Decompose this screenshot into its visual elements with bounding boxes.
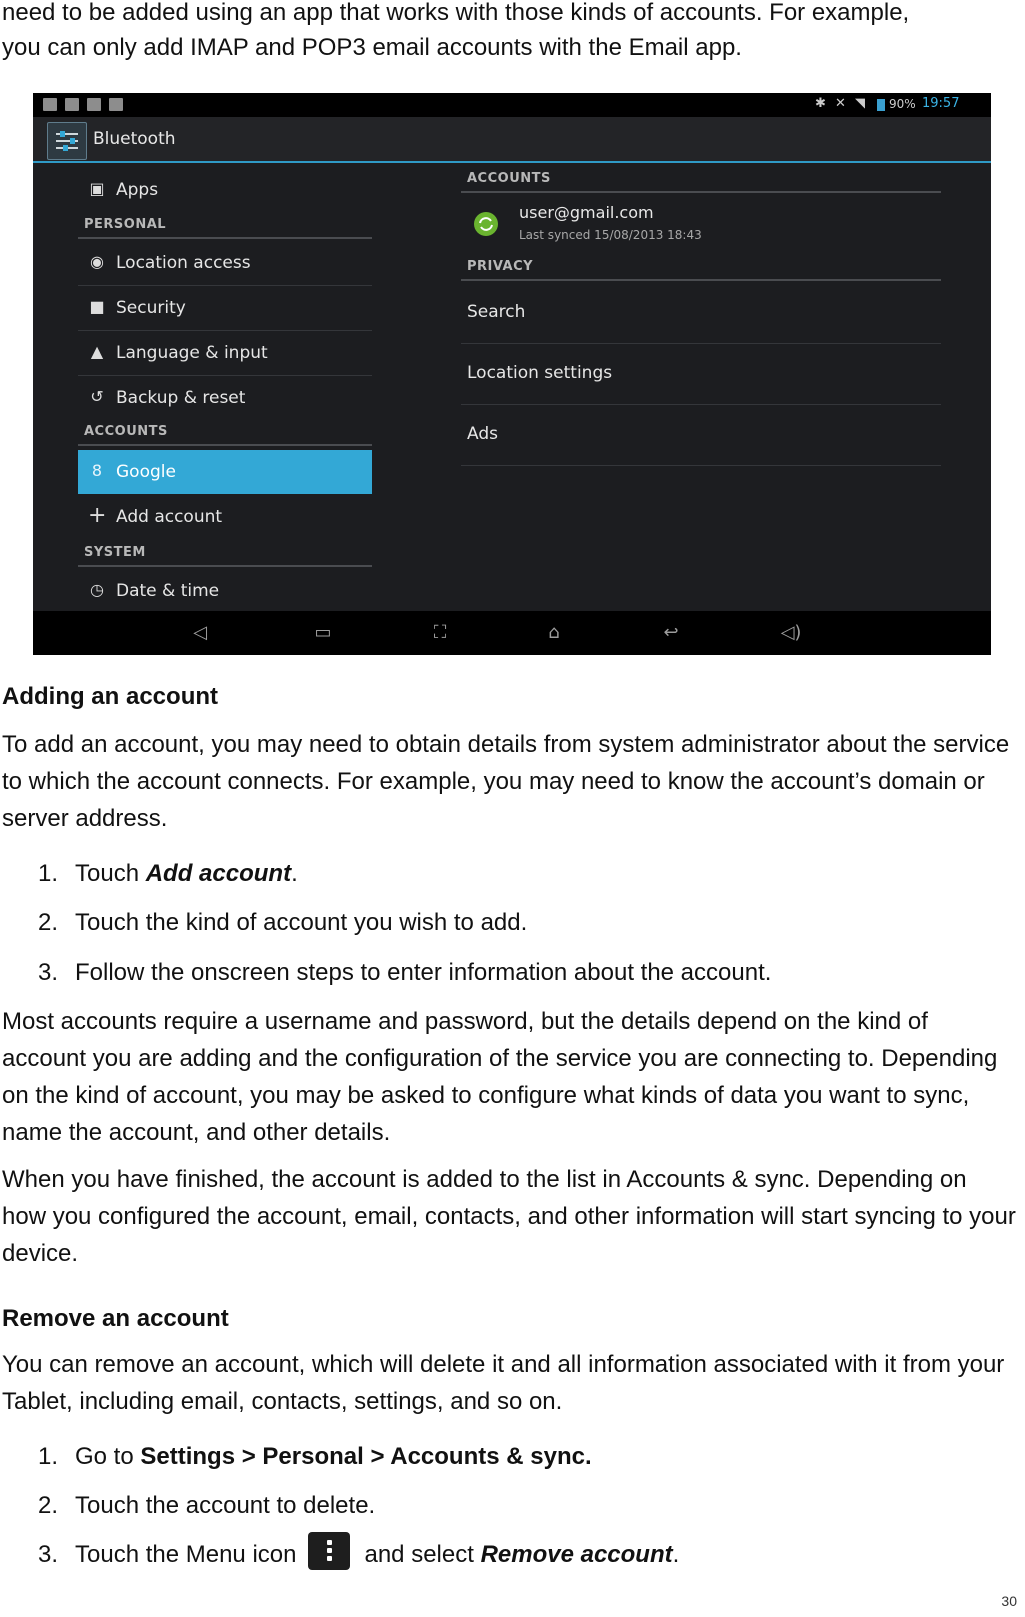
bag-notification-icon: [109, 98, 123, 111]
lock-icon: ■: [89, 297, 105, 316]
intro-line-2: you can only add IMAP and POP3 email accounts with the Email app.: [2, 34, 742, 61]
adding-step-3: 3. Follow the onscreen steps to enter information about the account.: [38, 959, 772, 986]
sync-icon: [473, 211, 499, 237]
settings-item-label: Date & time: [116, 581, 220, 601]
adding-paragraph-3: When you have finished, the account is added to the list in Accounts & sync. Depending on how you configured the account, email, contacts, and other information will start syncing to your device.: [2, 1166, 1016, 1267]
settings-item-apps[interactable]: [78, 168, 372, 212]
settings-app-icon[interactable]: [47, 122, 87, 160]
remove-step-1: 1. Go to Settings > Personal > Accounts & sync.: [38, 1443, 592, 1470]
clock-icon: ◷: [90, 580, 104, 599]
settings-item-google[interactable]: [78, 450, 372, 494]
adding-step-2: 2. Touch the kind of account you wish to add.: [38, 909, 528, 936]
privacy-item-ads[interactable]: [461, 405, 941, 466]
intro-line-1: need to be added using an app that works with those kinds of accounts. For example,: [2, 0, 910, 26]
recent-apps-icon[interactable]: ▭: [314, 622, 332, 643]
account-row[interactable]: [461, 197, 941, 253]
settings-item-label: Google: [116, 462, 176, 482]
back-icon[interactable]: ↩: [663, 622, 679, 643]
wifi-icon: ◥: [855, 96, 865, 111]
volume-down-icon[interactable]: ◁: [193, 622, 207, 643]
volume-up-icon[interactable]: ◁): [780, 622, 802, 643]
settings-item-label: Add account: [116, 507, 223, 527]
privacy-item-search[interactable]: [461, 283, 941, 344]
privacy-item-label: Location settings: [467, 363, 613, 383]
settings-item-label: Location access: [116, 253, 251, 273]
settings-item-language-input[interactable]: [78, 331, 372, 376]
settings-item-label: Apps: [116, 180, 159, 200]
adding-heading: Adding an account: [2, 683, 218, 710]
bluetooth-icon: ✱: [815, 96, 826, 111]
image-notification-icon: [65, 98, 79, 111]
settings-item-security[interactable]: [78, 286, 372, 331]
menu-icon: [308, 1532, 350, 1570]
account-email: user@gmail.com: [519, 203, 654, 222]
settings-item-add-account[interactable]: [78, 495, 372, 539]
settings-item-backup-reset[interactable]: [78, 376, 372, 420]
privacy-item-label: Search: [467, 302, 526, 322]
settings-item-location-access[interactable]: [78, 241, 372, 286]
settings-item-label: Backup & reset: [116, 388, 246, 408]
navigation-bar: [33, 611, 991, 655]
apps-icon: ▣: [89, 179, 105, 198]
location-icon: ◉: [90, 252, 104, 271]
status-bar: [33, 93, 991, 117]
home-icon[interactable]: ⌂: [548, 622, 560, 643]
clock: 19:57: [922, 96, 960, 111]
right-header-privacy: PRIVACY: [461, 259, 941, 281]
section-header-system: SYSTEM: [78, 545, 372, 567]
remove-paragraph-1: You can remove an account, which will delete it and all information associated with it from your Tablet, including email, contacts, settings, and so on.: [2, 1351, 1005, 1415]
adding-paragraph-1: To add an account, you may need to obtain details from system administrator about the service to which the account connects. For example, you may need to know the account’s domain or server address.: [2, 731, 1010, 832]
section-header-accounts: ACCOUNTS: [78, 424, 372, 446]
backup-icon: ↺: [90, 387, 104, 406]
privacy-item-label: Ads: [467, 424, 498, 444]
right-header-accounts: ACCOUNTS: [461, 171, 941, 193]
language-icon: ▲: [90, 342, 104, 361]
settings-item-label: Language & input: [116, 343, 268, 363]
remove-step-3: 3. Touch the Menu icon and select Remove account.: [38, 1536, 679, 1575]
battery-icon: [877, 99, 885, 111]
settings-item-date-time[interactable]: [78, 569, 372, 613]
adding-paragraph-2: Most accounts require a username and password, but the details depend on the kind of account you are adding and the configuration of the service you are connecting to. Depending on the kind of account, you may be asked to configure what kinds of data you want to sync, name the account, and other details.: [2, 1008, 998, 1146]
notification-icon: [43, 98, 57, 111]
settings-screenshot: [33, 93, 991, 655]
account-last-synced: Last synced 15/08/2013 18:43: [519, 228, 702, 242]
page-number: 30: [1001, 1593, 1017, 1609]
action-bar: [33, 117, 991, 163]
settings-item-label: Security: [116, 298, 186, 318]
screenshot-icon[interactable]: ⛶: [433, 622, 447, 643]
remove-heading: Remove an account: [2, 1305, 229, 1332]
privacy-item-location-settings[interactable]: [461, 344, 941, 405]
mail-notification-icon: [87, 98, 101, 111]
battery-level: 90%: [889, 97, 916, 111]
adding-step-1: 1. Touch Add account.: [38, 860, 298, 887]
section-header-personal: PERSONAL: [78, 217, 372, 239]
mute-icon: ✕: [835, 96, 846, 111]
remove-step-2: 2. Touch the account to delete.: [38, 1492, 376, 1519]
action-bar-title: Bluetooth: [93, 129, 176, 149]
google-icon: 8: [91, 461, 103, 480]
plus-icon: +: [88, 503, 107, 528]
